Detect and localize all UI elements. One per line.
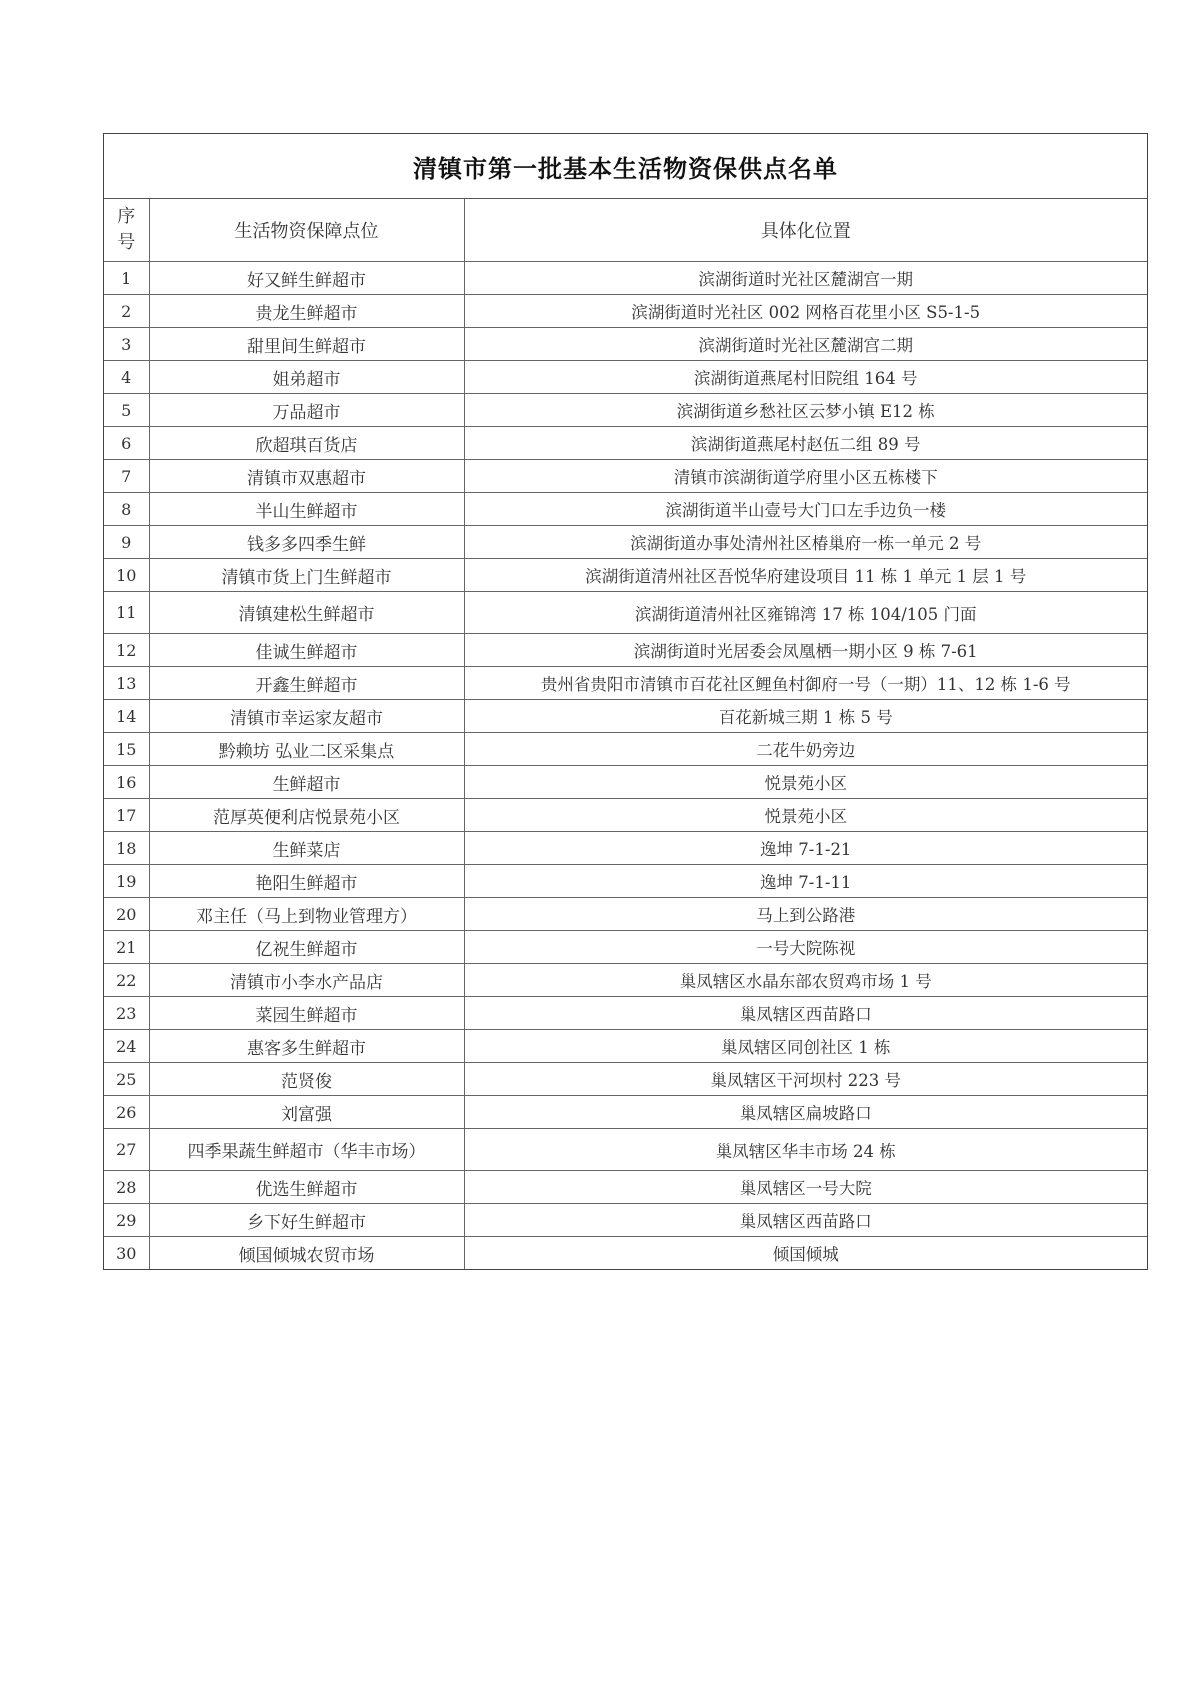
table-row: [104, 1129, 1147, 1171]
row-address: 百花新城三期 1 栋 5 号: [464, 700, 1147, 733]
row-name: 清镇市货上门生鲜超市: [149, 559, 464, 592]
row-number: 20: [104, 898, 149, 931]
table-row: [104, 865, 1147, 898]
table-row: [104, 1171, 1147, 1204]
table-row: [104, 1237, 1147, 1270]
table-row: [104, 733, 1147, 766]
row-name: 清镇市幸运家友超市: [149, 700, 464, 733]
row-number: 5: [104, 394, 149, 427]
row-address: 滨湖街道半山壹号大门口左手边负一楼: [464, 493, 1147, 526]
row-number: 18: [104, 832, 149, 865]
row-name: 黔赖坊 弘业二区采集点: [149, 733, 464, 766]
row-address: 滨湖街道时光居委会凤凰栖一期小区 9 栋 7-61: [464, 634, 1147, 667]
row-number: 4: [104, 361, 149, 394]
row-address: 滨湖街道乡愁社区云梦小镇 E12 栋: [464, 394, 1147, 427]
table-row: [104, 898, 1147, 931]
row-address: 滨湖街道时光社区 002 网格百花里小区 S5-1-5: [464, 295, 1147, 328]
row-number: 26: [104, 1096, 149, 1129]
row-address: 逸坤 7-1-11: [464, 865, 1147, 898]
row-address: 滨湖街道时光社区麓湖宫二期: [464, 328, 1147, 361]
row-address: 巢凤辖区同创社区 1 栋: [464, 1030, 1147, 1063]
table-row: [104, 295, 1147, 328]
row-name: 贵龙生鲜超市: [149, 295, 464, 328]
row-name: 优选生鲜超市: [149, 1171, 464, 1204]
table-row: [104, 799, 1147, 832]
row-number: 10: [104, 559, 149, 592]
row-number: 7: [104, 460, 149, 493]
table-row: [104, 460, 1147, 493]
table-row: [104, 1204, 1147, 1237]
row-address: 巢凤辖区西苗路口: [464, 1204, 1147, 1237]
row-address: 倾国倾城: [772, 1245, 839, 1264]
row-address: 巢凤辖区扁坡路口: [464, 1096, 1147, 1129]
table-row: [104, 1063, 1147, 1096]
table-row: [104, 667, 1147, 700]
supply-point-table: [103, 133, 1148, 1270]
row-name: 佳诚生鲜超市: [149, 634, 464, 667]
row-address: 滨湖街道时光社区麓湖宫一期: [464, 262, 1147, 295]
header-name: 生活物资保障点位: [149, 199, 464, 262]
row-name: 生鲜超市: [149, 766, 464, 799]
row-name: 姐弟超市: [149, 361, 464, 394]
row-name: 范贤俊: [149, 1063, 464, 1096]
row-name: 万品超市: [149, 394, 464, 427]
row-number: 29: [104, 1204, 149, 1237]
row-number: 23: [104, 997, 149, 1030]
row-address: 贵州省贵阳市清镇市百花社区鲤鱼村御府一号（一期）11、12 栋 1-6 号: [464, 667, 1147, 700]
row-number: 24: [104, 1030, 149, 1063]
table-row: [104, 931, 1147, 964]
row-address: 滨湖街道办事处清州社区椿巢府一栋一单元 2 号: [464, 526, 1147, 559]
row-number: 3: [104, 328, 149, 361]
row-address: 滨湖街道燕尾村旧院组 164 号: [464, 361, 1147, 394]
row-number: 15: [104, 733, 149, 766]
table-row: [104, 526, 1147, 559]
row-address: 一号大院陈视: [464, 931, 1147, 964]
row-name: 生鲜菜店: [149, 832, 464, 865]
table-row: [104, 493, 1147, 526]
row-number: 21: [104, 931, 149, 964]
row-name: 开鑫生鲜超市: [149, 667, 464, 700]
row-number: 14: [104, 700, 149, 733]
row-address: 悦景苑小区: [464, 799, 1147, 832]
row-name: 甜里间生鲜超市: [149, 328, 464, 361]
document-title: 清镇市第一批基本生活物资保供点名单: [104, 134, 1147, 199]
row-number: 9: [104, 526, 149, 559]
row-name: 菜园生鲜超市: [149, 997, 464, 1030]
row-address: 逸坤 7-1-21: [464, 832, 1147, 865]
row-name: 半山生鲜超市: [149, 493, 464, 526]
row-name: 亿祝生鲜超市: [149, 931, 464, 964]
row-number: 25: [104, 1063, 149, 1096]
row-address: 巢凤辖区华丰市场 24 栋: [464, 1129, 1147, 1171]
table-row: [104, 559, 1147, 592]
row-name: 倾国倾城农贸市场: [149, 1237, 464, 1270]
row-address: 巢凤辖区西苗路口: [464, 997, 1147, 1030]
table-row: [104, 832, 1147, 865]
table-row: [104, 328, 1147, 361]
row-name: 清镇市双惠超市: [149, 460, 464, 493]
row-name: 钱多多四季生鲜: [149, 526, 464, 559]
table-row: [104, 361, 1147, 394]
row-address: 悦景苑小区: [464, 766, 1147, 799]
row-name: 清镇市小李水产品店: [149, 964, 464, 997]
header-seq-line2: 号: [117, 232, 136, 253]
header-seq-line1: 序: [117, 206, 136, 227]
row-address: 巢凤辖区一号大院: [464, 1171, 1147, 1204]
table-row: [104, 1096, 1147, 1129]
row-name: 好又鲜生鲜超市: [149, 262, 464, 295]
row-number: 19: [104, 865, 149, 898]
row-number: 2: [104, 295, 149, 328]
row-address: 马上到公路港: [464, 898, 1147, 931]
row-address: 清镇市滨湖街道学府里小区五栋楼下: [464, 460, 1147, 493]
table-row: [104, 700, 1147, 733]
row-address: 滨湖街道燕尾村赵伍二组 89 号: [464, 427, 1147, 460]
row-name: 乡下好生鲜超市: [149, 1204, 464, 1237]
row-number: 12: [104, 634, 149, 667]
row-number: 6: [104, 427, 149, 460]
table-row: [104, 262, 1147, 295]
row-name: 范厚英便利店悦景苑小区: [149, 799, 464, 832]
supply-point-list: [104, 199, 1147, 1269]
row-name: 艳阳生鲜超市: [149, 865, 464, 898]
row-name: 邓主任（马上到物业管理方）: [149, 898, 464, 931]
header-address: 具体化位置: [464, 199, 1147, 262]
table-row: [104, 427, 1147, 460]
row-number: 27: [104, 1129, 149, 1171]
row-address: 二花牛奶旁边: [464, 733, 1147, 766]
table-row: [104, 634, 1147, 667]
table-row: [104, 997, 1147, 1030]
row-name: 清镇建松生鲜超市: [149, 592, 464, 634]
row-name: 欣超琪百货店: [149, 427, 464, 460]
row-number: 16: [104, 766, 149, 799]
row-name: 刘富强: [149, 1096, 464, 1129]
table-row: [104, 964, 1147, 997]
row-address: 滨湖街道清州社区雍锦湾 17 栋 104/105 门面: [464, 592, 1147, 634]
row-address: 巢凤辖区干河坝村 223 号: [464, 1063, 1147, 1096]
row-number: 11: [104, 592, 149, 634]
table-row: [104, 394, 1147, 427]
header-seq: [104, 199, 149, 262]
row-number: 30: [104, 1237, 149, 1270]
table-row: [104, 592, 1147, 634]
row-address: 滨湖街道清州社区吾悦华府建设项目 11 栋 1 单元 1 层 1 号: [464, 559, 1147, 592]
row-address: 巢凤辖区水晶东部农贸鸡市场 1 号: [464, 964, 1147, 997]
row-name: 惠客多生鲜超市: [149, 1030, 464, 1063]
header-row: [104, 199, 1147, 262]
row-number: 1: [104, 262, 149, 295]
row-number: 22: [104, 964, 149, 997]
row-number: 8: [104, 493, 149, 526]
row-number: 28: [104, 1171, 149, 1204]
row-number: 17: [104, 799, 149, 832]
row-number: 13: [104, 667, 149, 700]
table-row: [104, 766, 1147, 799]
table-row: [104, 1030, 1147, 1063]
row-name: 四季果蔬生鲜超市（华丰市场）: [149, 1129, 464, 1171]
